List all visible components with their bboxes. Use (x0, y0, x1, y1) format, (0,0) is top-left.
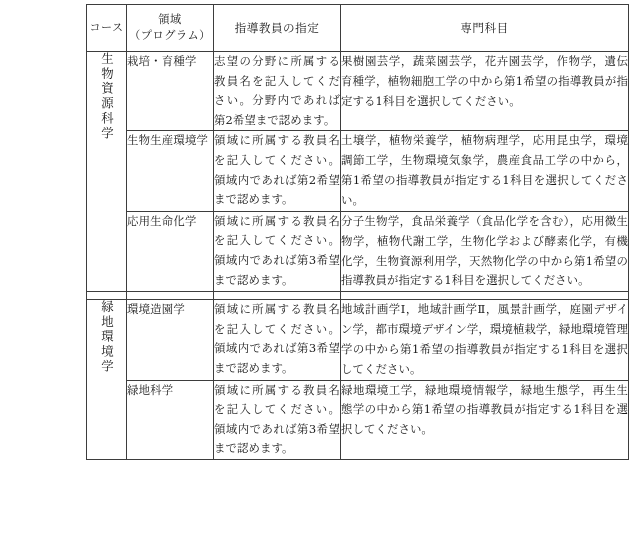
specialized-subjects-table (86, 4, 629, 460)
table-header-row (87, 5, 629, 52)
table-row (87, 300, 629, 380)
subjects-cell: 土壌学，植物栄養学，植物病理学，応用昆虫学，環境調節工学，生物環境気象学，農産食品工学の中から，第1希望の指導教員が指定する1科目を選択してください。 (341, 131, 629, 211)
course-cell-group-1 (87, 52, 127, 292)
group-separator-row (87, 292, 629, 300)
column-header-area-line1: 領域 (158, 12, 182, 26)
group-separator-subjects (341, 292, 629, 300)
subjects-cell: 果樹園芸学，蔬菜園芸学，花卉園芸学，作物学，遺伝育種学，植物細胞工学の中から第1希望の指導教員が指定する1科目を選択してください。 (341, 52, 629, 131)
table-body (87, 52, 629, 460)
table-header (87, 5, 629, 52)
column-header-area-line2: （プログラム） (129, 29, 211, 42)
area-cell: 栽培・育種学 (127, 52, 214, 131)
advisor-cell: 領域に所属する教員名を記入してください。領域内であれば第3希望まで認めます。 (214, 380, 341, 459)
advisor-cell: 志望の分野に所属する教員名を記入してください。分野内であれば第2希望まで認めます。 (214, 52, 341, 131)
group-separator-course (87, 292, 127, 300)
advisor-cell: 領域に所属する教員名を記入してください。領域内であれば第3希望まで認めます。 (214, 300, 341, 380)
course-label-vertical: 緑地環境学 (99, 300, 115, 375)
subjects-cell: 地域計画学Ⅰ，地域計画学Ⅱ，風景計画学，庭園デザイン学，都市環境デザイン学，環境植栽学，緑地環境管理学の中から第1希望の指導教員が指定する1科目を選択してください。 (341, 300, 629, 380)
area-cell: 緑地科学 (127, 380, 214, 459)
group-separator-advisor (214, 292, 341, 300)
group-separator-area (127, 292, 214, 300)
column-header-area (127, 5, 214, 52)
advisor-cell: 領域に所属する教員名を記入してください。領域内であれば第2希望まで認めます。 (214, 131, 341, 211)
area-cell: 応用生命化学 (127, 211, 214, 291)
course-label-vertical: 生物資源科学 (99, 52, 115, 142)
area-cell: 生物生産環境学 (127, 131, 214, 211)
subjects-cell: 緑地環境工学，緑地環境情報学，緑地生態学，再生生態学の中から第1希望の指導教員が指定する1科目を選択してください。 (341, 380, 629, 459)
column-header-subjects: 専門科目 (341, 5, 629, 52)
advisor-cell: 領域に所属する教員名を記入してください。領域内であれば第3希望まで認めます。 (214, 211, 341, 291)
table-row (87, 52, 629, 131)
table-row (87, 131, 629, 211)
table-row (87, 211, 629, 291)
area-cell: 環境造園学 (127, 300, 214, 380)
subjects-cell: 分子生物学，食品栄養学（食品化学を含む），応用微生物学，植物代謝工学，生物化学および酵素化学，有機化学，生物資源利用学，天然物化学の中から第1希望の指導教員が指定する1科目を選択してください。 (341, 211, 629, 291)
column-header-advisor: 指導教員の指定 (214, 5, 341, 52)
course-cell-group-2 (87, 300, 127, 460)
column-header-course: コース (87, 5, 127, 52)
table-row (87, 380, 629, 459)
